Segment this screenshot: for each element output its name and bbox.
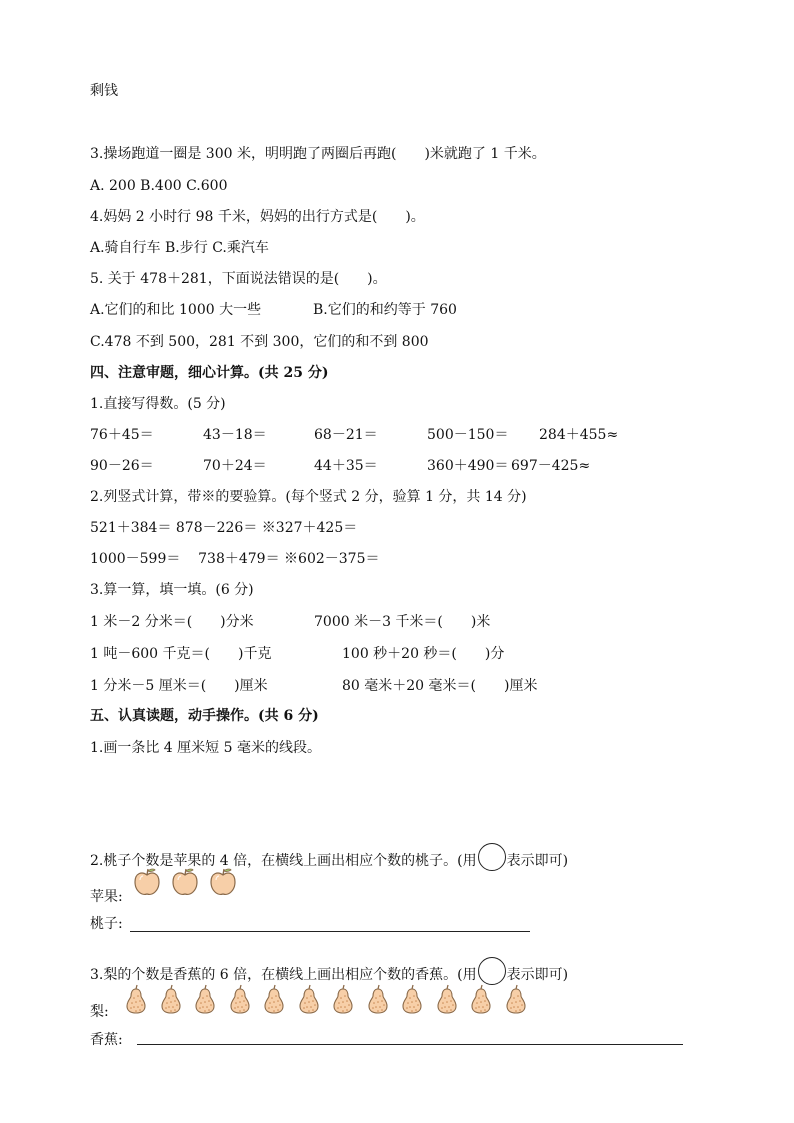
apple-icon [209,867,237,901]
question-5-option-a: A.它们的和比 1000 大一些 [90,302,262,318]
vertical-calc-row-2: 1000－599＝ 738＋479＝ ※602－375＝ [90,551,380,567]
pear-icon [400,984,424,1018]
vertical-calc-row-1: 521＋384＝ 878－226＝ ※327＋425＝ [90,520,358,536]
unit-fill-item: 1 分米－5 厘米＝( )厘米 [90,678,268,694]
s5-part-1: 1.画一条比 4 厘米短 5 毫米的线段。 [90,740,321,756]
unit-fill-item: 1 吨－600 千克＝( )千克 [90,646,272,662]
apple-icon [171,867,199,901]
question-3: 3.操场跑道一圈是 300 米，明明跑了两圈后再跑( )米就跑了 1 千米。 [90,146,546,162]
question-4-options: A.骑自行车 B.步行 C.乘汽车 [90,240,269,256]
s5-part-2-suffix: 表示即可) [506,853,569,869]
s4-part-1-title: 1.直接写得数。(5 分) [90,396,226,412]
calc-item: 284＋455≈ [539,427,619,443]
top-fragment: 剩钱 [90,83,118,99]
circle-icon [478,843,506,871]
calc-item: 70＋24＝ [203,458,267,474]
calc-item: 90－26＝ [90,458,154,474]
apple-label: 苹果: [90,889,123,905]
pear-icon [331,984,355,1018]
pear-icon [228,984,252,1018]
section-5-title: 五、认真读题，动手操作。(共 6 分) [90,708,319,724]
s5-part-3-text: 3.梨的个数是香蕉的 6 倍，在横线上画出相应个数的香蕉。(用 [90,967,477,983]
banana-answer-line [137,1044,683,1045]
calc-item: 500－150＝ [427,427,509,443]
s5-part-2 [90,843,568,871]
unit-fill-item: 80 毫米＋20 毫米＝( )厘米 [342,678,538,694]
pear-icon [124,984,148,1018]
s5-part-3 [90,957,568,985]
banana-label: 香蕉: [90,1032,123,1048]
apple-icon [133,867,161,901]
s5-part-2-text: 2.桃子个数是苹果的 4 倍，在横线上画出相应个数的桃子。(用 [90,853,477,869]
s4-part-2-title: 2.列竖式计算，带※的要验算。(每个竖式 2 分，验算 1 分，共 14 分) [90,489,527,505]
pear-icon [297,984,321,1018]
calc-item: 43－18＝ [203,427,267,443]
unit-fill-item: 100 秒＋20 秒＝( )分 [342,646,505,662]
s4-part-3-title: 3.算一算，填一填。(6 分) [90,582,254,598]
pear-icon [469,984,493,1018]
unit-fill-item: 1 米－2 分米＝( )分米 [90,614,254,630]
calc-item: 360＋490＝ [427,458,509,474]
question-5-option-c: C.478 不到 500，281 不到 300，它们的和不到 800 [90,334,429,350]
unit-fill-item: 7000 米－3 千米＝( )米 [314,614,491,630]
pear-icon [159,984,183,1018]
question-3-options: A. 200 B.400 C.600 [90,178,228,194]
pear-icon [435,984,459,1018]
peach-answer-line [130,931,530,932]
calc-item: 697－425≈ [511,458,591,474]
pear-label: 梨: [90,1004,109,1020]
pear-icon [504,984,528,1018]
question-5: 5. 关于 478＋281，下面说法错误的是( )。 [90,271,387,287]
pear-icon [193,984,217,1018]
pear-icon [262,984,286,1018]
calc-item: 44＋35＝ [314,458,378,474]
circle-icon [478,957,506,985]
pear-icon [366,984,390,1018]
question-4: 4.妈妈 2 小时行 98 千米，妈妈的出行方式是( )。 [90,209,425,225]
section-4-title: 四、注意审题，细心计算。(共 25 分) [90,365,329,381]
peach-label: 桃子: [90,916,123,932]
calc-item: 68－21＝ [314,427,378,443]
question-5-option-b: B.它们的和约等于 760 [313,302,457,318]
calc-item: 76＋45＝ [90,427,154,443]
s5-part-3-suffix: 表示即可) [506,967,569,983]
